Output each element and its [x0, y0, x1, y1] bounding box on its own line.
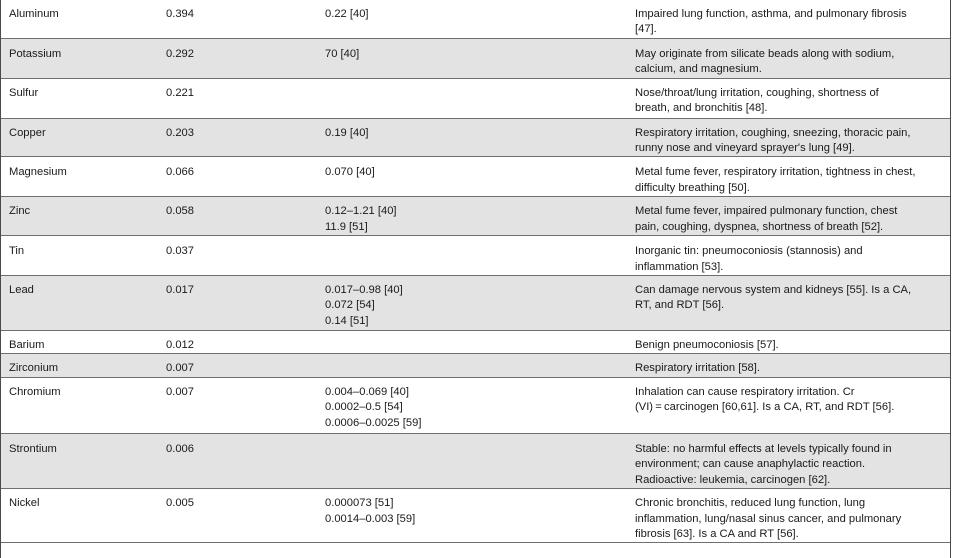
effects-line: May originate from silicate beads along with sodium, [635, 47, 895, 60]
element-text: Lead [9, 284, 34, 297]
concentration-cell [158, 157, 317, 197]
concentration-text: 0.012 [166, 339, 194, 352]
effects-line: Inorganic tin: pneumoconiosis (stannosis) and [635, 245, 863, 258]
element-text: Aluminum [9, 8, 59, 20]
element-text: Sulfur [9, 86, 39, 99]
literature-line: 0.19 [40] [325, 126, 369, 139]
literature-cell [317, 354, 627, 377]
effects-line: pain, coughing, dyspnea, shortness of breath [52]. [635, 220, 884, 233]
effects-line: inflammation, lung/nasal sinus cancer, and pulmonary [635, 512, 902, 525]
health-effects-cell [627, 276, 950, 331]
effects-line: Metal fume fever, impaired pulmonary function, chest [635, 205, 898, 218]
effects-line: Respiratory irritation, coughing, sneezing, thoracic pain, [635, 126, 911, 139]
health-effects-cell [627, 331, 950, 354]
table-row [1, 331, 950, 354]
table-row [1, 118, 950, 157]
literature-line: 0.070 [40] [325, 166, 375, 179]
effects-line: calcium, and magnesium. [635, 63, 762, 76]
effects-line: RT, and RDT [56]. [635, 299, 725, 312]
effects-line: [47]. [635, 23, 657, 36]
effects-line: difficulty breathing [50]. [635, 181, 750, 194]
literature-cell [317, 377, 627, 433]
element-text: Zinc [9, 205, 31, 218]
effects-line: Benign pneumoconiosis [57]. [635, 339, 779, 352]
concentration-cell [158, 354, 317, 377]
health-effects-cell [627, 197, 950, 236]
health-effects-cell [627, 157, 950, 197]
element-cell [1, 276, 158, 331]
table-row [1, 0, 950, 38]
literature-line: 0.004–0.069 [40] [325, 385, 409, 398]
health-effects-cell [627, 118, 950, 157]
concentration-text: 0.006 [166, 442, 194, 455]
concentration-text: 0.005 [166, 497, 194, 510]
effects-line: Chronic bronchitis, reduced lung function, lung [635, 497, 866, 510]
effects-line: Nose/throat/lung irritation, coughing, shortness of [635, 86, 879, 99]
table-body [1, 0, 950, 543]
concentration-text: 0.037 [166, 245, 194, 258]
literature-line: 0.22 [40] [325, 8, 369, 20]
element-text: Copper [9, 126, 46, 139]
effects-line: runny nose and vineyard sprayer's lung [49]. [635, 142, 855, 155]
literature-line: 0.0014–0.003 [59] [325, 512, 416, 525]
concentration-text: 0.007 [166, 385, 194, 398]
table-row [1, 78, 950, 118]
concentration-text: 0.394 [166, 8, 194, 20]
element-cell [1, 377, 158, 433]
concentration-text: 0.007 [166, 362, 194, 375]
concentration-text: 0.221 [166, 86, 194, 99]
effects-line: Impaired lung function, asthma, and pulmonary fibrosis [635, 8, 907, 20]
concentration-cell [158, 38, 317, 78]
effects-line: (VI) = carcinogen [60,61]. Is a CA, RT, and RDT [56]. [635, 401, 895, 414]
literature-line: 0.000073 [51] [325, 497, 394, 510]
health-effects-cell [627, 433, 950, 488]
concentration-cell [158, 331, 317, 354]
element-text: Tin [9, 245, 25, 258]
element-text: Zirconium [9, 362, 59, 375]
element-text: Magnesium [9, 166, 67, 179]
concentration-text: 0.017 [166, 284, 194, 297]
concentration-cell [158, 236, 317, 276]
table-row [1, 433, 950, 488]
table-row [1, 236, 950, 276]
concentration-cell [158, 118, 317, 157]
concentration-text: 0.203 [166, 126, 194, 139]
effects-line: inflammation [53]. [635, 260, 724, 273]
concentration-cell [158, 489, 317, 543]
literature-cell [317, 276, 627, 331]
element-cell [1, 38, 158, 78]
element-text: Nickel [9, 497, 40, 510]
element-cell [1, 118, 158, 157]
health-effects-cell [627, 236, 950, 276]
literature-cell [317, 331, 627, 354]
health-effects-cell [627, 354, 950, 377]
table-row [1, 377, 950, 433]
concentration-cell [158, 197, 317, 236]
element-text: Barium [9, 339, 45, 352]
element-concentration-table [1, 0, 950, 543]
health-effects-cell [627, 38, 950, 78]
effects-line: Inhalation can cause respiratory irritation. Cr [635, 385, 855, 398]
effects-line: Metal fume fever, respiratory irritation, tightness in chest, [635, 166, 916, 179]
table-right-border [950, 0, 951, 558]
table-row [1, 38, 950, 78]
element-cell [1, 0, 158, 38]
concentration-cell [158, 78, 317, 118]
concentration-cell [158, 276, 317, 331]
literature-line: 0.12–1.21 [40] [325, 205, 397, 218]
element-cell [1, 433, 158, 488]
effects-line: environment; can cause anaphylactic reaction. [635, 458, 866, 471]
literature-line: 0.072 [54] [325, 299, 375, 312]
literature-line: 0.14 [51] [325, 314, 369, 327]
health-effects-cell [627, 377, 950, 433]
element-cell [1, 78, 158, 118]
health-effects-cell [627, 489, 950, 543]
effects-line: Radioactive: leukemia, carcinogen [62]. [635, 473, 831, 486]
element-cell [1, 331, 158, 354]
literature-cell [317, 118, 627, 157]
table-row [1, 276, 950, 331]
element-text: Strontium [9, 442, 57, 455]
literature-cell [317, 0, 627, 38]
literature-cell [317, 78, 627, 118]
literature-cell [317, 489, 627, 543]
table-row [1, 354, 950, 377]
concentration-cell [158, 433, 317, 488]
literature-line: 70 [40] [325, 47, 360, 60]
effects-line: breath, and bronchitis [48]. [635, 102, 768, 115]
literature-cell [317, 157, 627, 197]
literature-cell [317, 433, 627, 488]
literature-line: 11.9 [51] [325, 220, 368, 233]
health-effects-cell [627, 0, 950, 38]
element-cell [1, 489, 158, 543]
concentration-cell [158, 377, 317, 433]
element-text: Potassium [9, 47, 62, 60]
literature-cell [317, 236, 627, 276]
concentration-cell [158, 0, 317, 38]
table-row [1, 489, 950, 543]
element-cell [1, 157, 158, 197]
element-cell [1, 354, 158, 377]
table-row [1, 157, 950, 197]
literature-line: 0.017–0.98 [40] [325, 284, 403, 297]
element-cell [1, 197, 158, 236]
effects-line: Can damage nervous system and kidneys [55]. Is a CA, [635, 284, 912, 297]
concentration-text: 0.292 [166, 47, 194, 60]
effects-line: fibrosis [63]. Is a CA and RT [56]. [635, 527, 799, 540]
concentration-text: 0.066 [166, 166, 194, 179]
effects-line: Stable: no harmful effects at levels typically found in [635, 442, 892, 455]
effects-line: Respiratory irritation [58]. [635, 362, 760, 375]
literature-line: 0.0006–0.0025 [59] [325, 416, 422, 429]
element-cell [1, 236, 158, 276]
table-row [1, 197, 950, 236]
literature-cell [317, 197, 627, 236]
literature-line: 0.0002–0.5 [54] [325, 401, 403, 414]
element-text: Chromium [9, 385, 61, 398]
health-effects-cell [627, 78, 950, 118]
literature-cell [317, 38, 627, 78]
concentration-text: 0.058 [166, 205, 194, 218]
